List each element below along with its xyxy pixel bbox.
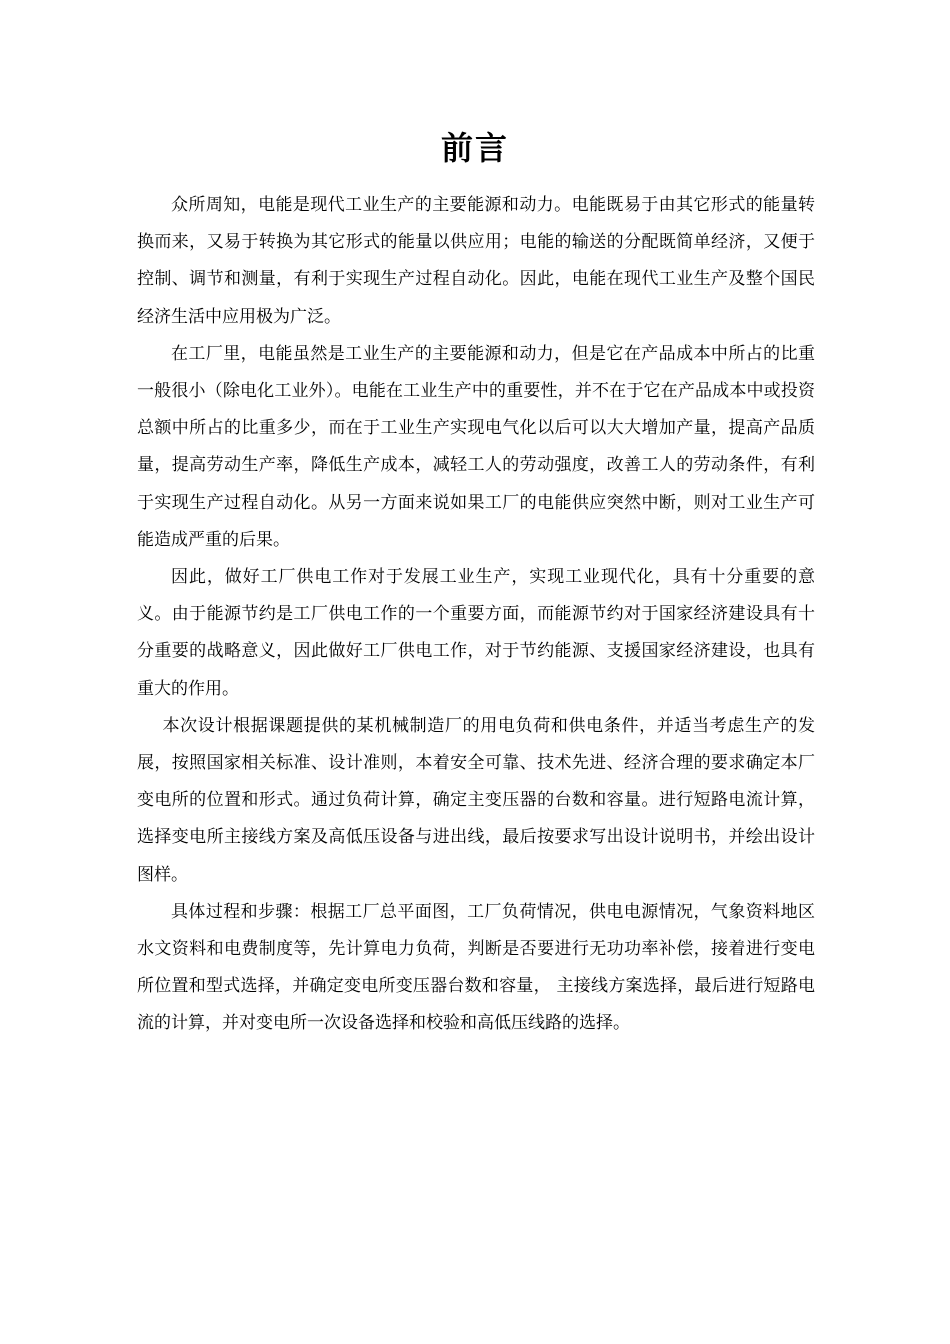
page-title: 前言 — [440, 129, 509, 167]
paragraph-3: 因此，做好工厂供电工作对于发展工业生产，实现工业现代化，具有十分重要的意义。由于能源节约是工厂供电工作的一个重要方面，而能源节约对于国家经济建设具有十分重要的战略意义，因此做好工厂供电工作，对于节约能源、支援国家经济建设，也具有重大的作用。 — [137, 567, 815, 699]
paragraph-4: 本次设计根据课题提供的某机械制造厂的用电负荷和供电条件，并适当考虑生产的发展，按照国家相关标准、设计准则，本着安全可靠、技术先进、经济合理的要求确定本厂变电所的位置和形式。通过负荷计算，确定主变压器的台数和容量。进行短路电流计算，选择变电所主接线方案及高低压设备与进出线，最后按要求写出设计说明书，并绘出设计图样。 — [137, 715, 815, 885]
document-body — [137, 187, 815, 1043]
paragraph-2: 在工厂里，电能虽然是工业生产的主要能源和动力，但是它在产品成本中所占的比重一般很小（除电化工业外）。电能在工业生产中的重要性，并不在于它在产品成本中或投资总额中所占的比重多少，而在于工业生产实现电气化以后可以大大增加产量，提高产品质量，提高劳动生产率，降低生产成本，减轻工人的劳动强度，改善工人的劳动条件，有利于实现生产过程自动化。从另一方面来说如果工厂的电能供应突然中断，则对工业生产可能造成严重的后果。 — [137, 343, 815, 550]
paragraph-5: 具体过程和步骤：根据工厂总平面图，工厂负荷情况，供电电源情况，气象资料地区水文资料和电费制度等，先计算电力负荷，判断是否要进行无功功率补偿，接着进行变电所位置和型式选择，并确定变电所变压器台数和容量， 主接线方案选择，最后进行短路电流的计算，并对变电所一次设备选择和校验和高低压线路的选择。 — [137, 901, 815, 1034]
paragraph-1: 众所周知，电能是现代工业生产的主要能源和动力。电能既易于由其它形式的能量转换而来，又易于转换为其它形式的能量以供应用；电能的输送的分配既简单经济，又便于控制、调节和测量，有利于实现生产过程自动化。因此，电能在现代工业生产及整个国民经济生活中应用极为广泛。 — [137, 195, 815, 327]
